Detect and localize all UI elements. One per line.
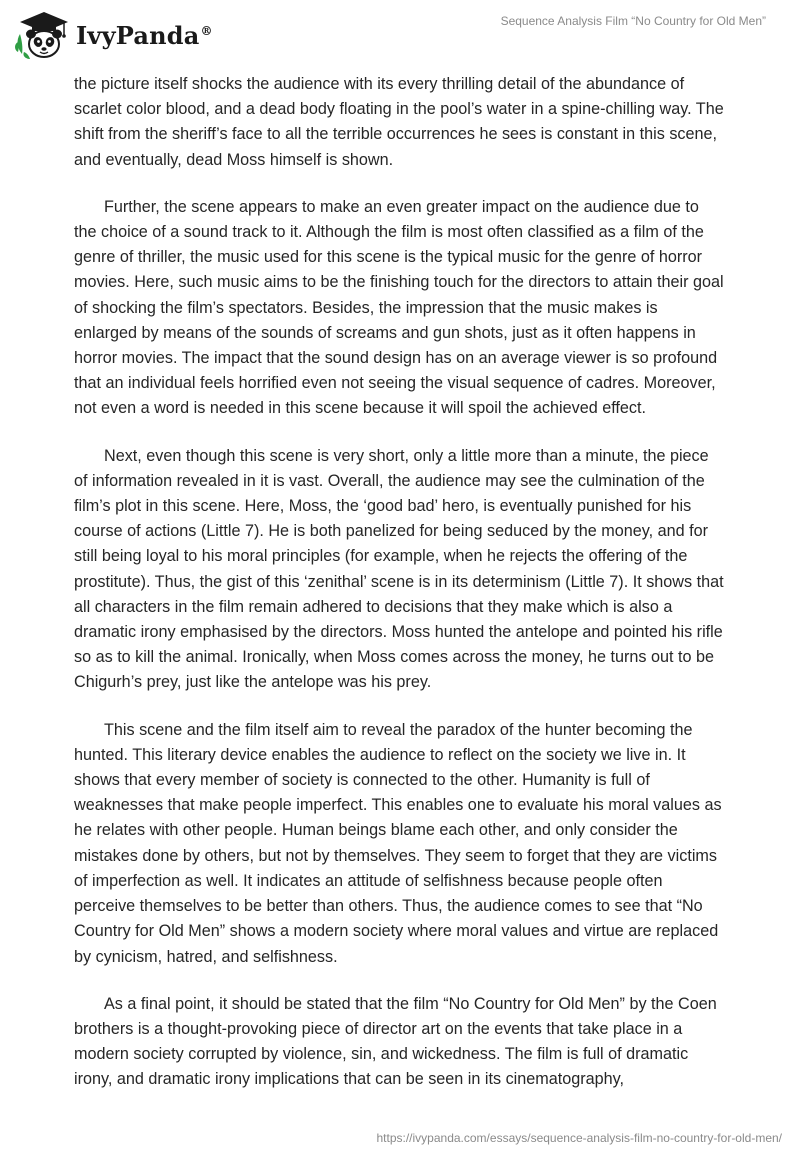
logo-wordmark: IvyPanda® — [76, 20, 213, 50]
source-url[interactable]: https://ivypanda.com/essays/sequence-analysis-film-no-country-for-old-men/ — [376, 1131, 782, 1145]
page-header — [0, 0, 800, 70]
paragraph-1: the picture itself shocks the audience with its every thrilling detail of the abundance of scarlet color blood, and a dead body floating in the pool’s water in a spine-chilling way. The shift from the sheriff’s face to all the terrible occurrences he sees is constant in this scene, and eventually, dead Moss himself is shown. — [74, 75, 724, 169]
ivypanda-logo[interactable] — [14, 8, 213, 60]
paragraph-3: Next, even though this scene is very short, only a little more than a minute, the piece of information revealed in it is vast. Overall, the audience may see the culmination of the film’s plot in this scene. Here, Moss, the ‘good bad’ hero, is eventually punished for his course of actions (Little 7). He is both panelized for being seduced by the money, and for still being loyal to his moral principles (for example, when he rejects the offering of the prostitute). Thus, the gist of this ‘zenithal’ scene is in its determinism (Little 7). It shows that all characters in the film remain adhered to decisions that they make which is also a dramatic irony emphasised by the directors. Moss hunted the antelope and pointed his rifle so as to kill the animal. Ironically, when Moss comes across the money, he turns out to be Chigurh’s prey, just like the antelope was his prey. — [74, 446, 724, 692]
essay-body — [74, 72, 724, 1115]
paragraph-5: As a final point, it should be stated that the film “No Country for Old Men” by the Coen brothers is a thought-provoking piece of director art on the events that take place in a modern society corrupted by violence, sin, and wickedness. The film is full of dramatic irony, and dramatic irony implications that can be seen in its cinematography, — [74, 994, 717, 1089]
document-title: Sequence Analysis Film “No Country for Old Men” — [500, 14, 766, 28]
paragraph-4: This scene and the film itself aim to reveal the paradox of the hunter becoming the hunted. This literary device enables the audience to reflect on the society we live in. It shows that every member of society is connected to the other. Humanity is full of weaknesses that make people imperfect. This enables one to evaluate his moral values as he relates with other people. Human beings blame each other, and only consider the mistakes done by others, but not by themselves. They seem to forget that they are victims of imperfection as well. It indicates an attitude of selfishness because people often perceive themselves to be better than others. Thus, the audience comes to see that “No Country for Old Men” shows a modern society where moral values and virtue are replaced by cynicism, hatred, and selfishness. — [74, 720, 722, 966]
panda-graduation-cap-icon — [14, 8, 70, 60]
registered-mark: ® — [200, 23, 213, 38]
paragraph-2: Further, the scene appears to make an even greater impact on the audience due to the choice of a sound track to it. Although the film is most often classified as a film of the genre of thriller, the music used for this scene is the typical music for the genre of horror movies. Here, such music aims to be the finishing touch for the directors to attain their goal of shocking the film’s spectators. Besides, the impression that the music makes is enlarged by means of the sounds of screams and gun shots, just as it often happens in horror movies. The impact that the sound design has on an average viewer is so profound that an individual feels horrified even not seeing the visual sequence of cadres. Moreover, not even a word is needed in this scene because it will spoil the achieved effect. — [74, 197, 724, 418]
